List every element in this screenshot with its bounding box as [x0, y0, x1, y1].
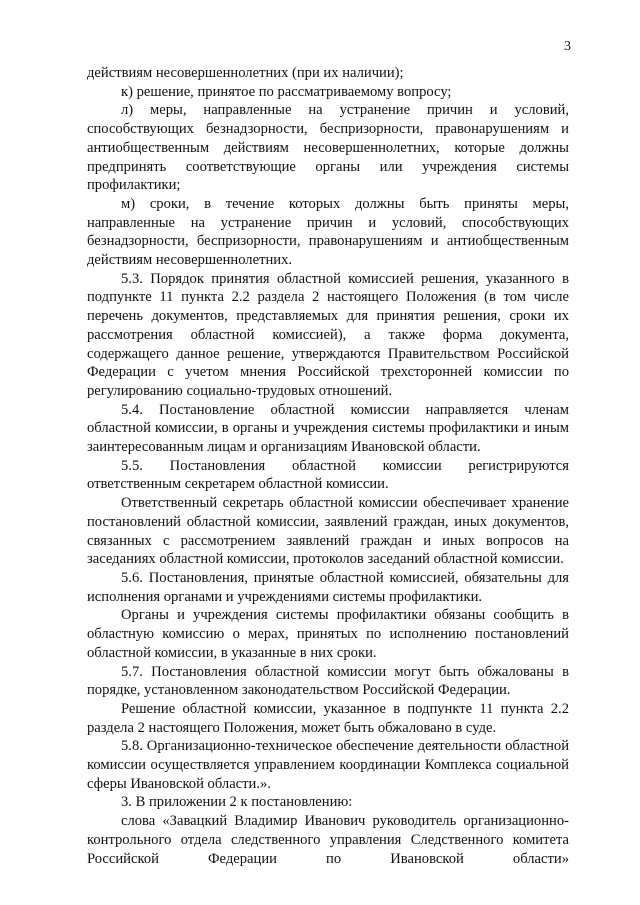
paragraph-5-3: 5.3. Порядок принятия областной комиссией решения, указанного в подпункте 11 пункта 2.2 раздела 2 настоящего Положения (в том числе перечень документов, представляемых для принятия решения, сроки их рассмотрения областной комиссией), а также форма документа, содержащего данное решение, утверждаются Правительством Российской Федерации с учетом мнения Российской трехсторонней комиссии по регулированию социально-трудовых отношений.	[87, 270, 569, 399]
page-number: 3	[564, 39, 571, 54]
paragraph-5-5: 5.5. Постановления областной комиссии регистрируются ответственным секретарем областной комиссии.	[87, 457, 569, 493]
paragraph-5-8: 5.8. Организационно-техническое обеспечение деятельности областной комиссии осуществляется управлением координации Комплекса социальной сферы Ивановской области.».	[87, 738, 569, 792]
paragraph-words: слова «Завацкий Владимир Иванович руководитель организационно-контрольного отдела следственного управления Следственного комитета Российской Федерации по Ивановской области»	[87, 813, 569, 867]
paragraph-continuation: действиям несовершеннолетних (при их наличии);	[87, 65, 404, 81]
paragraph-5-7: 5.7. Постановления областной комиссии могут быть обжалованы в порядке, установленном законодательством Российской Федерации.	[87, 663, 569, 699]
paragraph-5-6: 5.6. Постановления, принятые областной комиссией, обязательны для исполнения органами и учреждениями системы профилактики.	[87, 569, 569, 605]
paragraph-secretary: Ответственный секретарь областной комиссии обеспечивает хранение постановлений областной комиссии, заявлений граждан, иных документов, связанных с рассмотрением заявлений граждан и иных вопросов на заседаниях областной комиссии, протоколов заседаний областной комиссии.	[87, 495, 569, 568]
paragraph-organs: Органы и учреждения системы профилактики обязаны сообщить в областную комиссию о мерах, принятых по исполнению постановлений областной комиссии, в указанные в них сроки.	[87, 607, 569, 661]
paragraph-5-4: 5.4. Постановление областной комиссии направляется членам областной комиссии, в органы и учреждения системы профилактики и иным заинтересованным лицам и организациям Ивановской области.	[87, 401, 569, 456]
document-body	[87, 64, 569, 868]
paragraph-appeal: Решение областной комиссии, указанное в подпункте 11 пункта 2.2 раздела 2 настоящего Положения, может быть обжаловано в суде.	[87, 700, 569, 736]
paragraph-item-k: к) решение, принятое по рассматриваемому вопросу;	[121, 83, 452, 100]
paragraph-item-l: л) меры, направленные на устранение причин и условий, способствующих безнадзорности, беспризорности, правонарушениям и антиобщественным действиям несовершеннолетних, которые должны предпринять соответствующие органы или учреждения системы профилактики;	[87, 102, 569, 194]
paragraph-appendix-2: 3. В приложении 2 к постановлению:	[121, 794, 353, 811]
paragraph-item-m: м) сроки, в течение которых должны быть приняты меры, направленные на устранение причин и условий, способствующих безнадзорности, беспризорности, правонарушениям и антиобщественным действиям несовершеннолетних.	[87, 195, 569, 269]
